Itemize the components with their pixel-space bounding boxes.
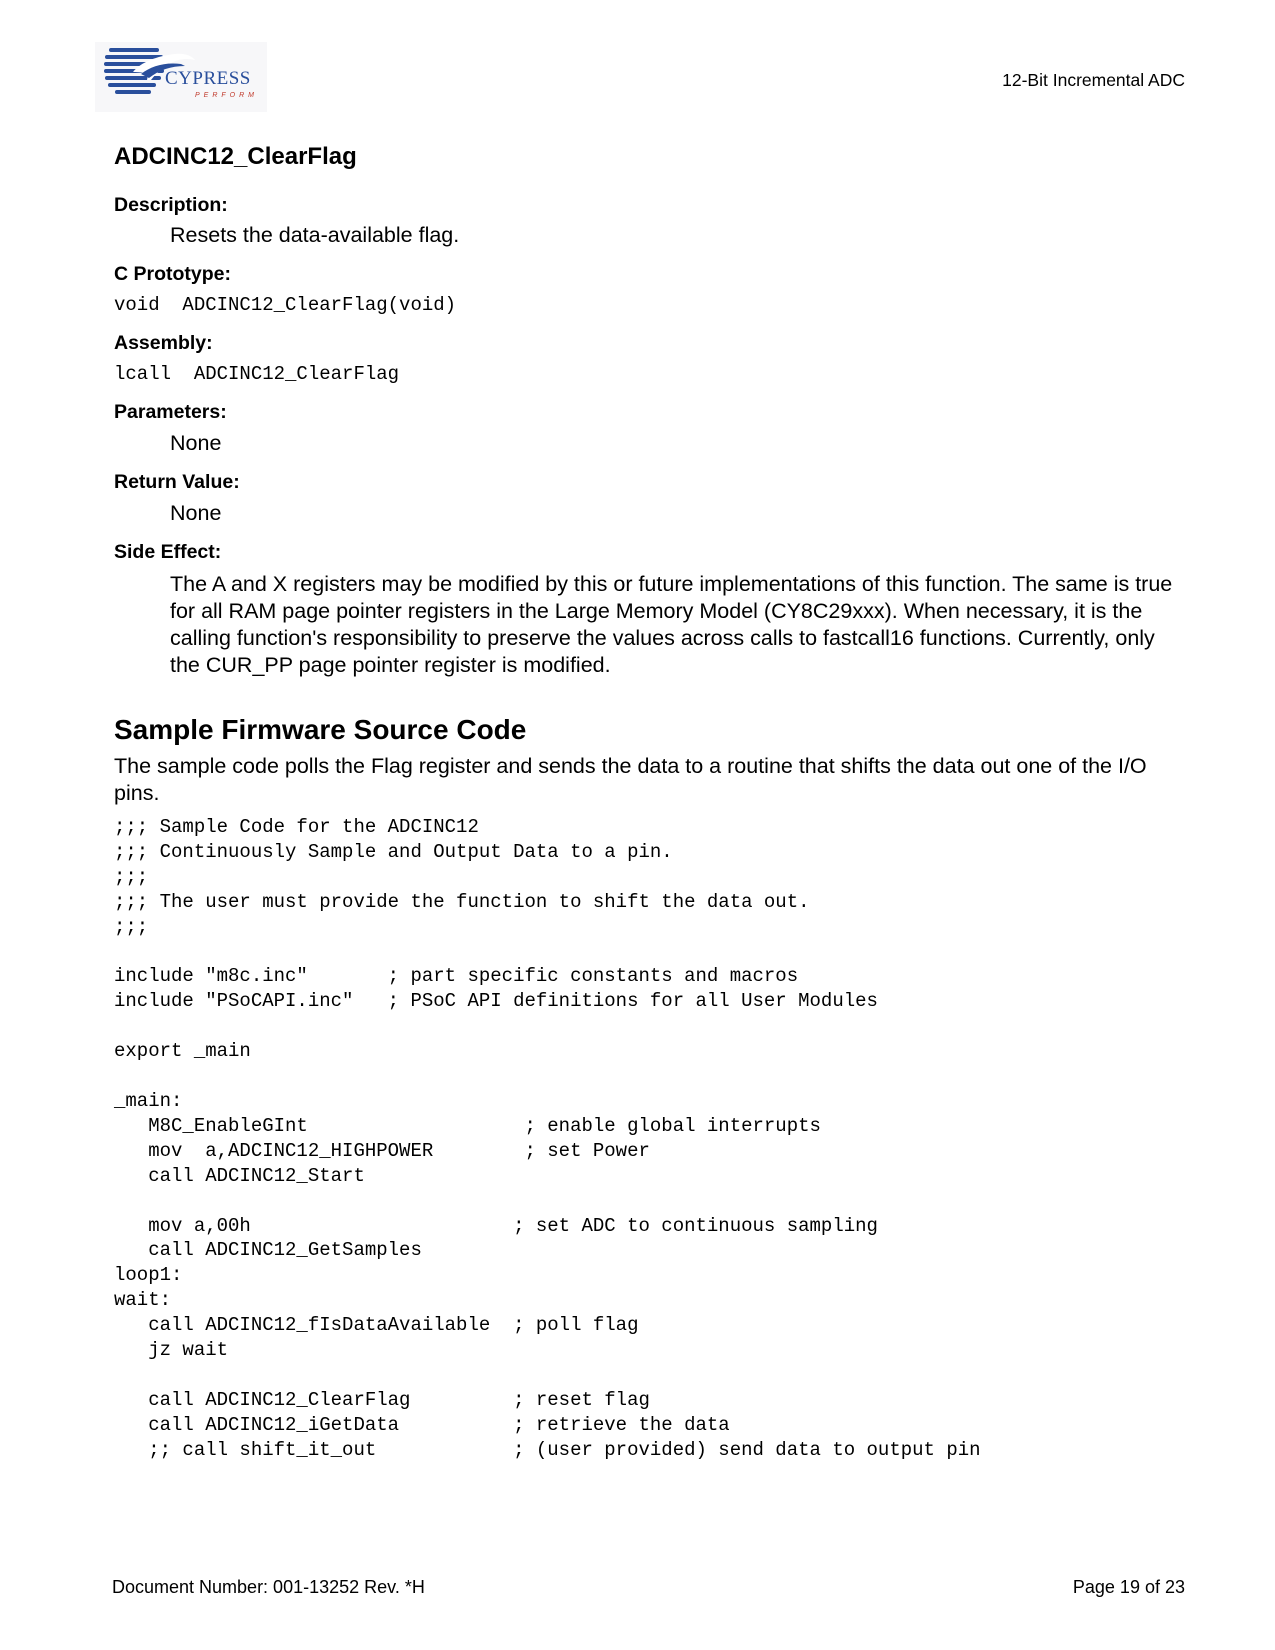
return-value-text: None (170, 501, 222, 525)
side-effect-text: The A and X registers may be modified by this or future implementations of this function. The same is true for all RAM page pointer registers in the Large Memory Model (CY8C29xxx). When necessary, it is the calling function's responsibility to preserve the values across calls to fastcall16 functions. Currently, only the CUR_PP page pointer register is modified. (170, 572, 1173, 677)
parameters-label: Parameters: (114, 401, 227, 423)
document-number: Document Number: 001-13252 Rev. *H (112, 1577, 425, 1597)
logo-tagline: PERFORM (195, 92, 258, 99)
page-number: Page 19 of 23 (1072, 1577, 1185, 1597)
logo-wordmark: CYPRESS (165, 68, 251, 89)
description-label: Description: (114, 194, 228, 216)
parameters-value: None (170, 431, 222, 455)
sample-source-code: ;;; Sample Code for the ADCINC12 ;;; Continuously Sample and Output Data to a pin. ;;; ;;; The user must provide the function to shift the data out. ;;; include "m8c.inc" ; part specific constants and macros include "PSoCAPI.inc" ; PSoC API definitions for all User Modules export _main _main: M8C_EnableGInt ; enable global interrupts mov a,ADCINC12_HIGHPOWER ; set Power call ADCINC12_Start mov a,00h ; set ADC to continuous sampling call ADCINC12_GetSamples loop1: wait: call ADCINC12_fIsDataAvailable ; poll flag jz wait call ADCINC12_ClearFlag ; reset flag call ADCINC12_iGetData ; retrieve the data ;; call shift_it_out ; (user provided) send data to output pin (114, 816, 981, 1461)
assembly-label: Assembly: (114, 332, 213, 354)
document-header-title: 12-Bit Incremental ADC (1002, 70, 1185, 90)
sample-code-heading: Sample Firmware Source Code (114, 714, 527, 745)
c-prototype-code: void ADCINC12_ClearFlag(void) (114, 294, 457, 316)
side-effect-label: Side Effect: (114, 541, 222, 563)
c-prototype-label: C Prototype: (114, 263, 231, 285)
function-title: ADCINC12_ClearFlag (114, 143, 357, 170)
assembly-code: lcall ADCINC12_ClearFlag (114, 363, 400, 385)
description-text: Resets the data-available flag. (170, 223, 460, 247)
return-value-label: Return Value: (114, 471, 240, 493)
sample-code-intro: The sample code polls the Flag register and sends the data to a routine that shifts the data out one of the I/O pins. (114, 754, 1147, 805)
cypress-logo (95, 42, 267, 112)
